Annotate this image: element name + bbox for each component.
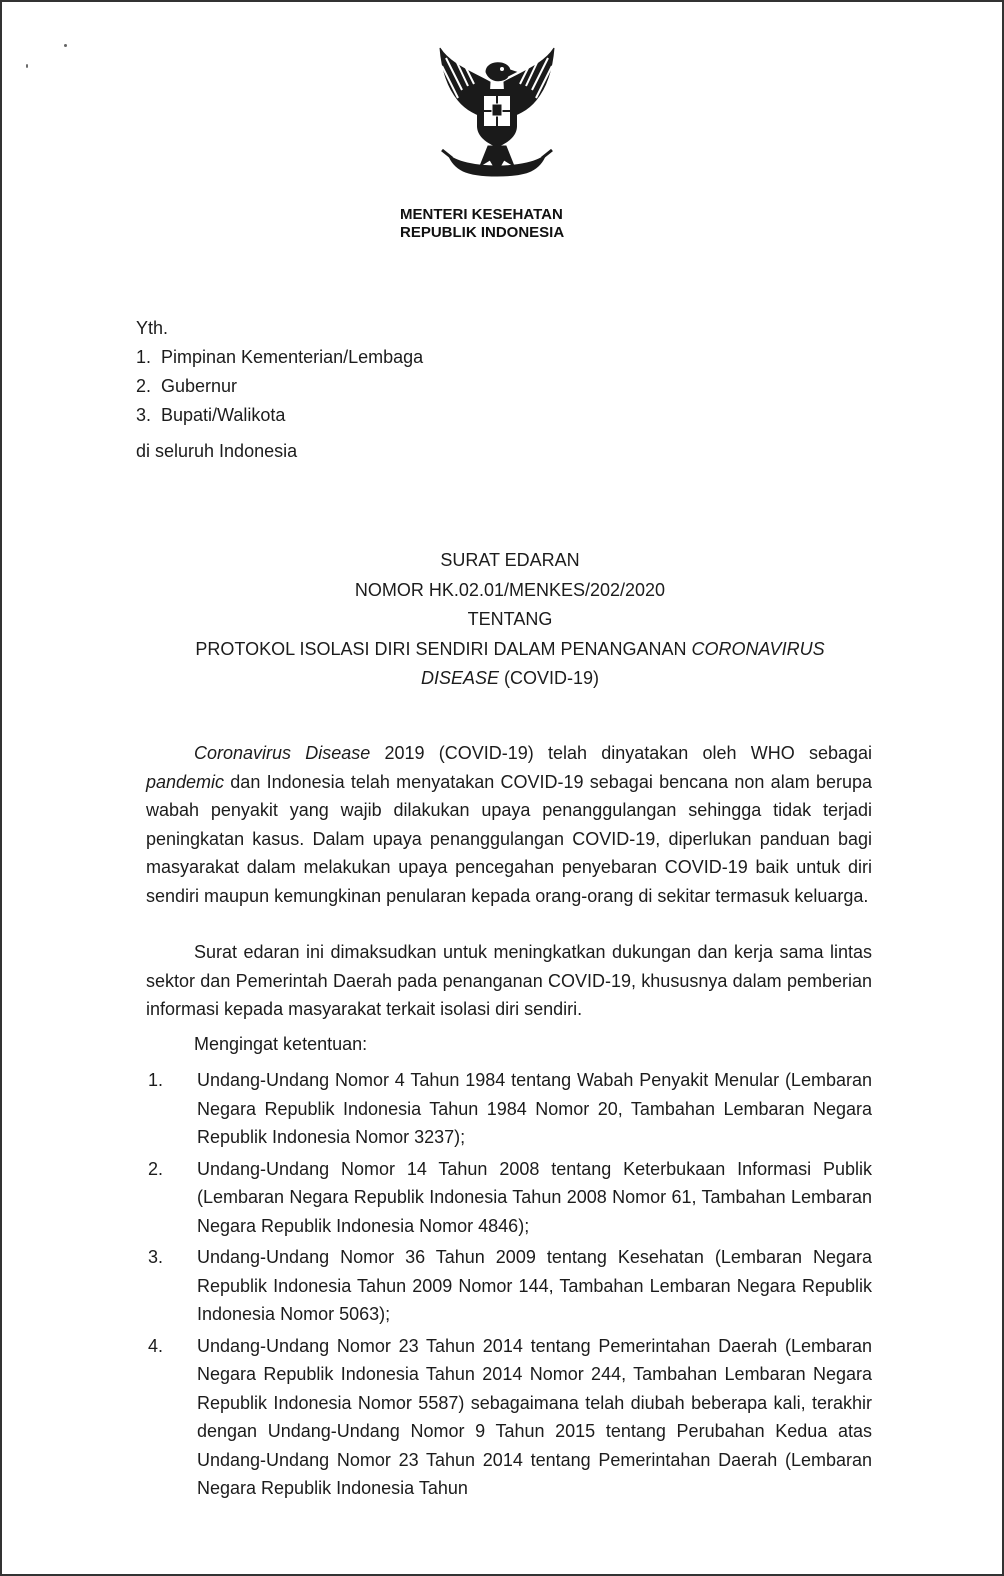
paragraph-purpose: Surat edaran ini dimaksudkan untuk meningkatkan dukungan dan kerja sama lintas sektor dan Pemerintah Daerah pada penanganan COVID-19, khususnya dalam pemberian informasi kepada masyarakat terkait isolasi diri sendiri. <box>146 942 872 1019</box>
heading-type: SURAT EDARAN <box>440 550 580 570</box>
heading-number: NOMOR HK.02.01/MENKES/202/2020 <box>354 579 666 600</box>
circular-heading <box>132 546 888 694</box>
paragraph-background: Coronavirus Disease 2019 (COVID-19) telah dinyatakan oleh WHO sebagai pandemic dan Indonesia telah menyatakan COVID-19 sebagai bencana non alam berupa wabah penyakit yang wajib dilakukan upaya penanggulangan sehingga tidak terjadi peningkatan kasus. Dalam upaya penanggulangan COVID-19, diperlukan panduan bagi masyarakat dalam melakukan upaya pencegahan penyebaran COVID-19 baik untuk diri sendiri maupun kemungkinan penularan kepada orang-orang di sekitar termasuk keluarga. <box>146 743 873 906</box>
recipient-location: di seluruh Indonesia <box>136 441 298 461</box>
ministry-country: REPUBLIK INDONESIA <box>400 224 565 241</box>
recipient-item: 1. Pimpinan Kementerian/Lembaga <box>136 347 424 367</box>
salutation: Yth. <box>136 318 169 338</box>
recipient-block <box>136 314 423 466</box>
scan-speck <box>64 44 67 47</box>
scan-speck <box>26 64 28 68</box>
list-item: 3. Undang-Undang Nomor 36 Tahun 2009 tentang Kesehatan (Lembaran Negara Republik Indonesia Tahun 2009 Nomor 144, Tambahan Lembaran Negara Republik Indonesia Nomor 5063); <box>148 1247 872 1324</box>
list-item: 1. Undang-Undang Nomor 4 Tahun 1984 tentang Wabah Penyakit Menular (Lembaran Negara Republik Indonesia Tahun 1984 Nomor 20, Tambahan Lembaran Negara Republik Indonesia Nomor 3237); <box>148 1070 872 1147</box>
provisions-list <box>148 1066 872 1506</box>
heading-about: TENTANG <box>467 609 553 629</box>
list-item: 4. Undang-Undang Nomor 23 Tahun 2014 tentang Pemerintahan Daerah (Lembaran Negara Republik Indonesia Tahun 2014 Nomor 244, Tambahan Lembaran Negara Republik Indonesia Nomor 5587) sebagaimana telah diubah beberapa kali, terakhir dengan Undang-Undang Nomor 9 Tahun 2015 tentang Perubahan Kedua atas Undang-Undang Nomor 23 Tahun 2014 tentang Pemerintahan Daerah (Lembaran Negara Republik Indonesia Tahun <box>148 1335 872 1498</box>
ministry-name: MENTERI KESEHATAN <box>400 206 563 223</box>
paragraph-considering: Mengingat ketentuan: <box>194 1034 368 1054</box>
heading-subject-line2: DISEASE (COVID-19) <box>420 668 600 688</box>
heading-subject-line1: PROTOKOL ISOLASI DIRI SENDIRI DALAM PENANGANAN CORONAVIRUS <box>195 638 825 659</box>
ministry-letterhead <box>400 206 600 242</box>
recipient-item: 2. Gubernur <box>136 376 238 396</box>
list-item: 2. Undang-Undang Nomor 14 Tahun 2008 tentang Keterbukaan Informasi Publik (Lembaran Negara Republik Indonesia Tahun 2008 Nomor 61, Tambahan Lembaran Negara Republik Indonesia Nomor 4846); <box>148 1158 872 1236</box>
garuda-emblem-icon <box>432 42 562 180</box>
recipient-item: 3. Bupati/Walikota <box>136 405 286 425</box>
